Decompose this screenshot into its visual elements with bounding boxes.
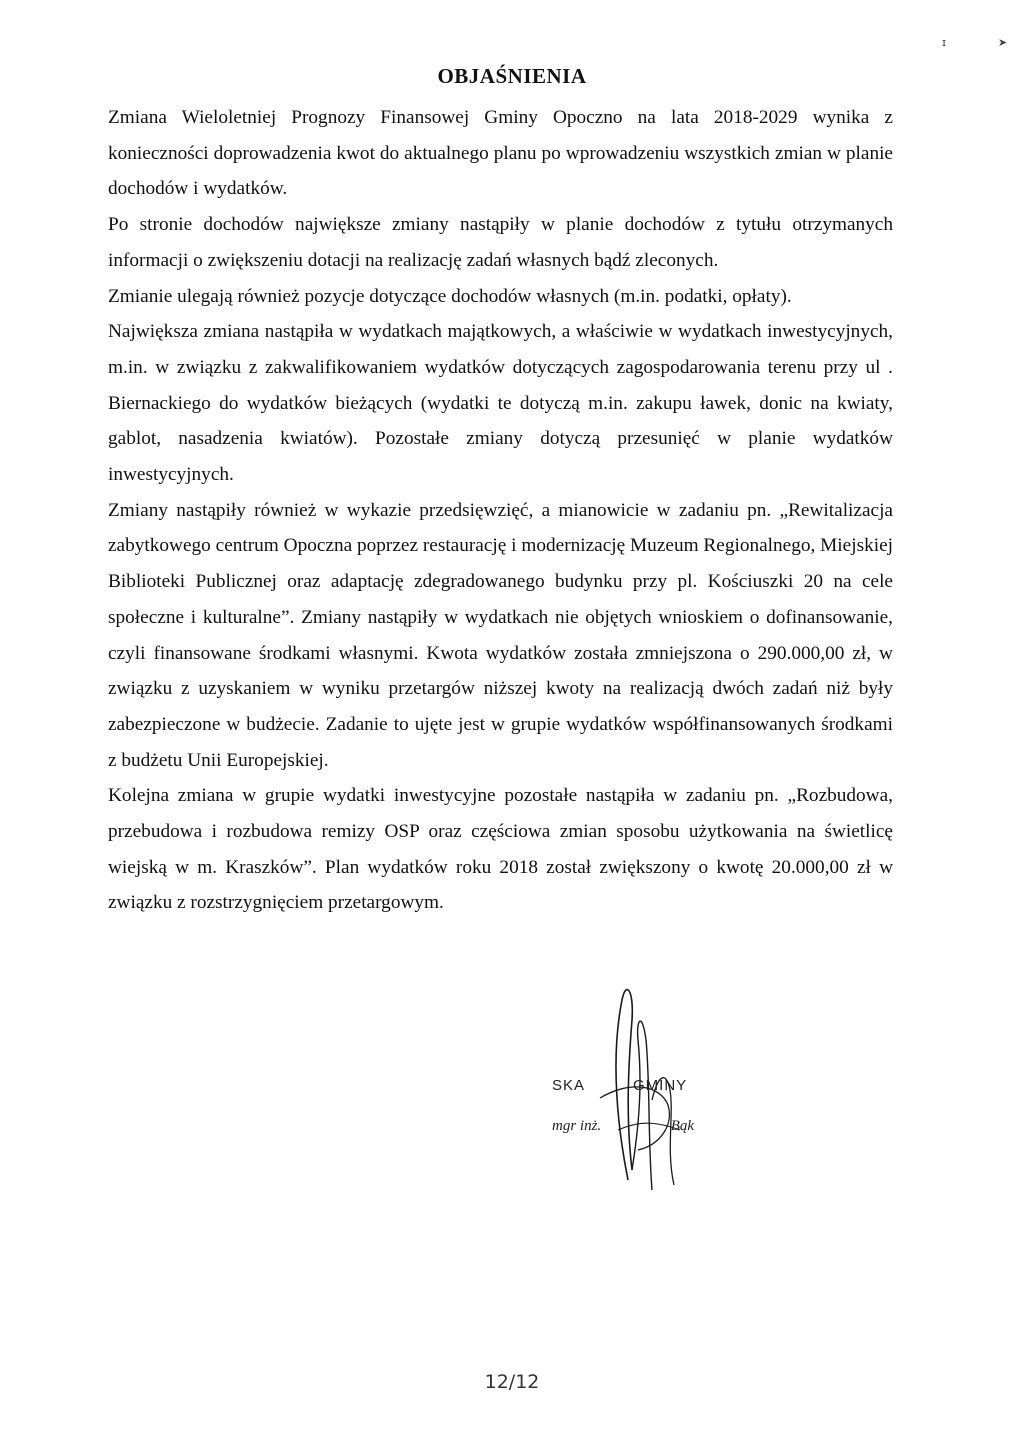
stamp-name-suffix: Bąk [670, 1118, 695, 1134]
document-title: OBJAŚNIENIA [437, 64, 587, 88]
paragraph-4: Największa zmiana nastąpiła w wydatkach majątkowych, a właściwie w wydatkach inwestycyjnych, m.in. w związku z zakwalifikowaniem wydatków dotyczących zagospodarowania terenu przy ul . Biernackiego do wydatków bieżących (wydatki te dotyczą m.in. zakupu ławek, donic na kwiaty, gablot, nasadzenia kwiatów). Pozostałe zmiany dotyczą przesunięć w planie wydatków inwestycyjnych. [108, 321, 893, 486]
paragraph-5: Zmiany nastąpiły również w wykazie przedsięwzięć, a mianowicie w zadaniu pn. „Rewitalizacja zabytkowego centrum Opoczna poprzez restaurację i modernizację Muzeum Regionalnego, Miejskiej Biblioteki Publicznej oraz adaptację zdegradowanego budynku przy pl. Kościuszki 20 na cele społeczne i kulturalne”. Zmiany nastąpiły w wydatkach nie objętych wnioskiem o dofinansowanie, czyli finansowane środkami własnymi. Kwota wydatków została zmniejszona o 290.000,00 zł, w związku z uzyskaniem w wyniku przetargów niższej kwoty na realizacją dwóch zadań niż były zabezpieczone w budżecie. Zadanie to ujęte jest w grupie wydatków współfinansowanych środkami z budżetu Unii Europejskiej. [108, 499, 893, 771]
paragraph-1: Zmiana Wieloletniej Prognozy Finansowej Gminy Opoczno na lata 2018-2029 wynika z konieczności doprowadzenia kwot do aktualnego planu po wprowadzeniu wszystkich zmian w planie dochodów i wydatków. [108, 107, 893, 200]
stamp-name-prefix: mgr inż. [552, 1118, 602, 1134]
stamp-role-part1: SKA [552, 1077, 586, 1094]
page-number: 12/12 [484, 1371, 540, 1393]
document-body [108, 100, 893, 921]
paragraph-3: Zmianie ulegają również pozycje dotyczące dochodów własnych (m.in. podatki, opłaty). [108, 285, 792, 307]
paragraph-6: Kolejna zmiana w grupie wydatki inwestycyjne pozostałe nastąpiła w zadaniu pn. „Rozbudowa, przebudowa i rozbudowa remizy OSP oraz częściowa zmian sposobu użytkowania na świetlicę wiejską w m. Kraszków”. Plan wydatków roku 2018 został zwiększony o kwotę 20.000,00 zł w związku z rozstrzygnięciem przetargowym. [108, 785, 893, 914]
stamp-role [552, 1077, 687, 1094]
scan-mark-left: ɪ [942, 36, 947, 49]
stamp-role-part2: GMINY [633, 1077, 688, 1094]
stamp-name [552, 1118, 694, 1135]
paragraph-2: Po stronie dochodów największe zmiany nastąpiły w planie dochodów z tytułu otrzymanych informacji o zwiększeniu dotacji na realizację zadań własnych bądź zleconych. [108, 214, 893, 271]
scan-mark-right: ➤ [998, 36, 1008, 49]
